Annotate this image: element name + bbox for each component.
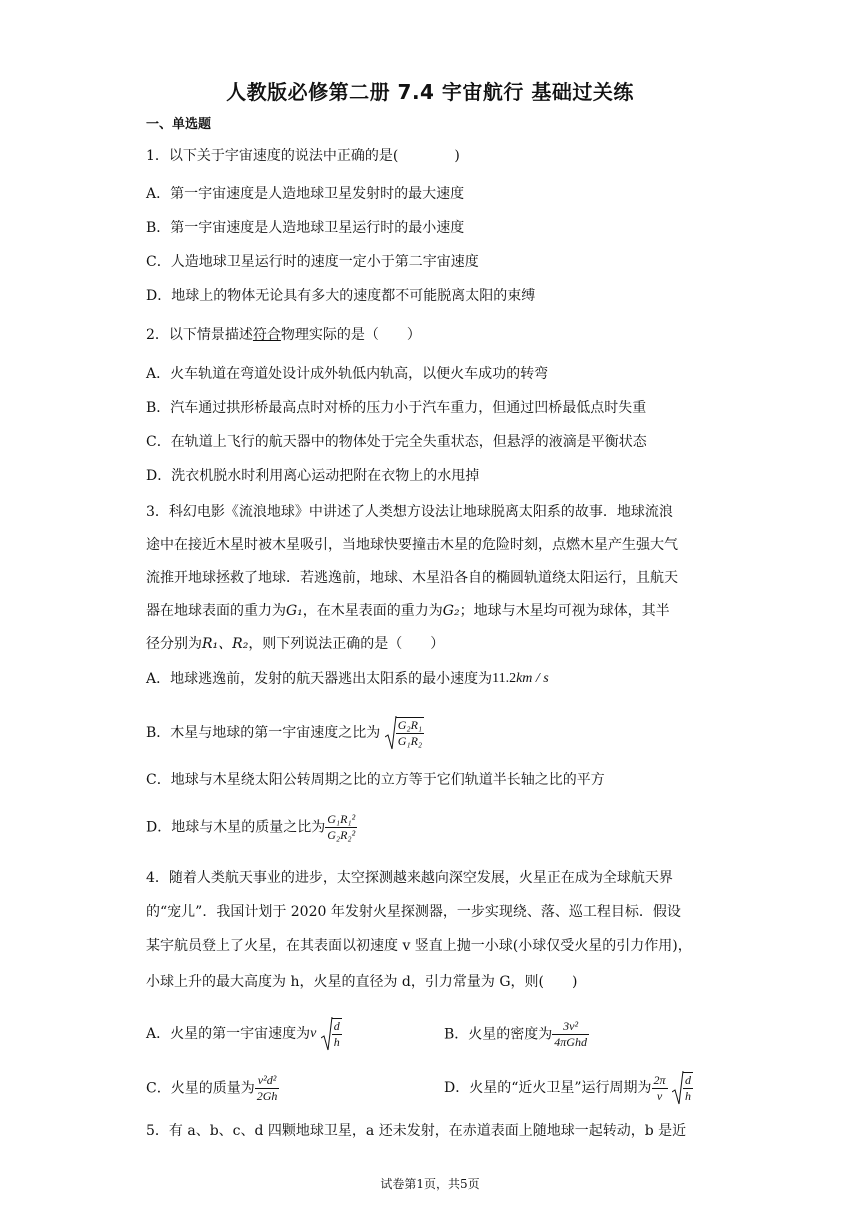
- q2-option-c: C．在轨道上飞行的航天器中的物体处于完全失重状态，但悬浮的液滴是平衡状态: [146, 434, 647, 450]
- q3-d-denominator: G₂R₂²: [327, 828, 356, 842]
- q4-option-c: [146, 1073, 279, 1104]
- q2-stem-underline: 符合: [252, 327, 281, 343]
- q2-option-b: B．汽车通过拱形桥最高点时对桥的压力小于汽车重力，但通过凹桥最低点时失重: [146, 400, 647, 416]
- q4-d-text: D．火星的“近火卫星”运行周期为: [444, 1080, 652, 1096]
- q3-a-unit: km / s: [516, 671, 549, 686]
- q3-g2: G₂: [442, 603, 460, 619]
- q2-option-d: D．洗衣机脱水时利用离心运动把附在衣物上的水甩掉: [146, 468, 480, 484]
- q4-d-denominator-1: v: [656, 1088, 663, 1103]
- q5-stem-line1: 5．有 a、b、c、d 四颗地球卫星，a 还未发射，在赤道表面上随地球一起转动，b 是近: [146, 1123, 687, 1139]
- q3-b-text: B．木星与地球的第一宇宙速度之比为: [146, 725, 381, 741]
- q3-d-numerator: G₁R₁²: [327, 812, 356, 826]
- q1-option-b: B．第一宇宙速度是人造地球卫星运行时的最小速度: [146, 220, 465, 236]
- q3-a-value: 11.2: [492, 671, 517, 686]
- q4-b-numerator: 3v²: [552, 1019, 589, 1035]
- q4-d-numerator-1: 2π: [653, 1072, 666, 1087]
- q4-d-sqrt: [672, 1070, 693, 1106]
- q4-d-numerator-2: d: [685, 1073, 692, 1087]
- q4-option-a: [146, 1016, 342, 1052]
- page-title: 人教版必修第二册 7.4 宇宙航行 基础过关练: [226, 80, 634, 104]
- q1-stem: 1．以下关于宇宙速度的说法中正确的是( ): [146, 148, 460, 164]
- q3-b-numerator: G₂R₁: [397, 718, 423, 732]
- q3-stem-line3: 流推开地球拯救了地球．若逃逸前，地球、木星沿各自的椭圆轨道绕太阳运行，且航天: [146, 570, 678, 586]
- q4-stem-line3: 某宇航员登上了火星，在其表面以初速度 v 竖直上抛一小球(小球仅受火星的引力作用)，: [146, 938, 692, 954]
- q4-option-b: [444, 1019, 589, 1050]
- q4-stem-line2: 的“宠儿”．我国计划于 2020 年发射火星探测器，一步实现绕、落、巡工程目标．假设: [146, 904, 681, 920]
- q3-radii: R₁、R₂: [202, 636, 249, 652]
- q2-option-a: A．火车轨道在弯道处设计成外轨低内轨高，以便火车成功的转弯: [146, 366, 549, 382]
- q2-stem-post: 物理实际的是（ ）: [280, 327, 421, 343]
- q4-stem-line4: 小球上升的最大高度为 h，火星的直径为 d，引力常量为 G，则( ): [146, 974, 578, 990]
- q4-c-denominator: 2Gh: [256, 1089, 278, 1103]
- q3-l4-pre: 器在地球表面的重力为: [146, 603, 286, 619]
- q3-d-text: D．地球与木星的质量之比为: [146, 819, 326, 836]
- q2-stem-pre: 2．以下情景描述: [146, 327, 253, 343]
- q1-option-d: D．地球上的物体无论具有多大的速度都不可能脱离太阳的束缚: [146, 288, 536, 304]
- q3-option-b: [146, 715, 424, 751]
- q3-stem-line4: [146, 602, 670, 620]
- q3-stem-line2: 途中在接近木星时被木星吸引，当地球快要撞击木星的危险时刻，点燃木星产生强大气: [146, 537, 678, 553]
- q4-d-denominator-2: h: [685, 1089, 692, 1103]
- q3-option-a: [146, 670, 549, 688]
- page-footer: 试卷第1页，共5页: [380, 1177, 480, 1191]
- q3-l5-post: ，则下列说法正确的是（ ）: [248, 636, 445, 652]
- q4-a-text: A．火星的第一宇宙速度为: [146, 1026, 311, 1042]
- q4-b-denominator: 4πGhd: [554, 1035, 587, 1049]
- q3-l5-pre: 径分别为: [146, 636, 202, 652]
- q3-g1: G₁: [286, 603, 303, 619]
- q4-a-sqrt: [321, 1016, 342, 1052]
- q1-option-a: A．第一宇宙速度是人造地球卫星发射时的最大速度: [146, 186, 465, 202]
- q3-b-sqrt: [385, 715, 424, 751]
- q4-b-text: B．火星的密度为: [444, 1026, 553, 1043]
- q4-a-v: v: [310, 1026, 317, 1041]
- q3-a-text: A．地球逃逸前，发射的航天器逃出太阳系的最小速度为: [146, 671, 493, 687]
- q3-l4-post: ；地球与木星均可视为球体，其半: [459, 603, 670, 619]
- q4-c-text: C．火星的质量为: [146, 1080, 255, 1097]
- q3-l4-mid: ，在木星表面的重力为: [302, 603, 443, 619]
- q3-option-c: C．地球与木星绕太阳公转周期之比的立方等于它们轨道半长轴之比的平方: [146, 772, 605, 788]
- q4-c-numerator: v²d²: [255, 1073, 280, 1089]
- q4-a-denominator: h: [333, 1035, 340, 1049]
- q3-b-denominator: G₁R₂: [397, 734, 423, 748]
- q4-a-numerator: d: [333, 1019, 340, 1033]
- q2-stem: [146, 326, 421, 344]
- q3-option-d: [146, 812, 357, 843]
- q1-option-c: C．人造地球卫星运行时的速度一定小于第二宇宙速度: [146, 254, 479, 270]
- q4-stem-line1: 4．随着人类航天事业的进步，太空探测越来越向深空发展，火星正在成为全球航天界: [146, 870, 673, 886]
- section-heading: 一、单选题: [146, 117, 212, 132]
- q3-stem-line5: [146, 635, 444, 653]
- q4-option-d: [444, 1070, 693, 1106]
- q3-stem-line1: 3．科幻电影《流浪地球》中讲述了人类想方设法让地球脱离太阳系的故事．地球流浪: [146, 504, 673, 520]
